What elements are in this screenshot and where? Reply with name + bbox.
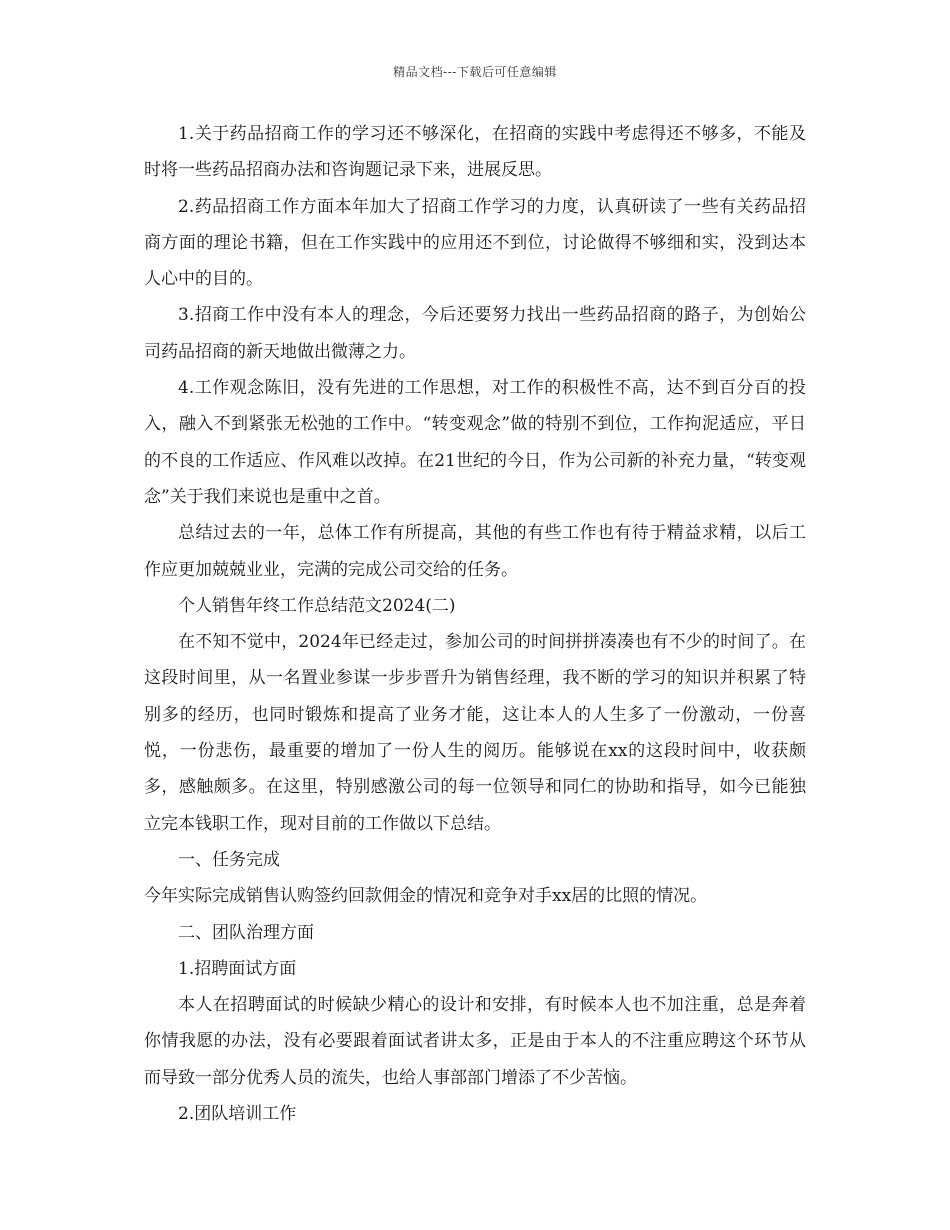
paragraph-intro: 在不知不觉中，2024年已经走过，参加公司的时间拼拼凑凑也有不少的时间了。在这段时间里，从一名置业参谋一步步晋升为销售经理，我不断的学习的知识并积累了特别多的经历，也同时锻炼和提高了业务才能，这让本人的人生多了一份激动，一份喜悦，一份悲伤，最重要的增加了一份人生的阅历。能够说在xx的这段时间中，收获颇多，感触颇多。在这里，特别感激公司的每一位领导和同仁的协助和指导，如今已能独立完本钱职工作，现对目前的工作做以下总结。 bbox=[144, 632, 806, 834]
document-body bbox=[144, 116, 806, 1132]
paragraph-1: 1.关于药品招商工作的学习还不够深化，在招商的实践中考虑得还不够多，不能及时将一些药品招商办法和咨询题记录下来，进展反思。 bbox=[144, 124, 806, 181]
paragraph-summary: 总结过去的一年，总体工作有所提高，其他的有些工作也有待于精益求精，以后工作应更加兢兢业业，完满的完成公司交给的任务。 bbox=[144, 523, 806, 580]
heading-team-management: 二、团队治理方面 bbox=[178, 922, 314, 943]
section-title: 个人销售年终工作总结范文2024(二) bbox=[178, 595, 456, 616]
paragraph-task-detail: 今年实际完成销售认购签约回款佣金的情况和竞争对手xx居的比照的情况。 bbox=[144, 886, 708, 907]
subheading-team-training: 2.团队培训工作 bbox=[178, 1104, 297, 1125]
page-header: 精品文档---下载后可任意编辑 bbox=[393, 65, 557, 79]
paragraph-2: 2.药品招商工作方面本年加大了招商工作学习的力度，认真研读了一些有关药品招商方面的理论书籍，但在工作实践中的应用还不到位，讨论做得不够细和实，没到达本人心中的目的。 bbox=[144, 196, 806, 290]
paragraph-recruitment: 本人在招聘面试的时候缺少精心的设计和安排，有时候本人也不加注重，总是奔着你情我愿的办法，没有必要跟着面试者讲太多，正是由于本人的不注重应聘这个环节从而导致一部分优秀人员的流失，也给人事部部门增添了不少苦恼。 bbox=[144, 995, 806, 1088]
heading-task-completion: 一、任务完成 bbox=[178, 849, 280, 870]
subheading-recruitment: 1.招聘面试方面 bbox=[178, 958, 297, 979]
paragraph-4: 4.工作观念陈旧，没有先进的工作思想，对工作的积极性不高，达不到百分百的投入，融入不到紧张无松弛的工作中。“转变观念”做的特别不到位，工作拘泥适应，平日的不良的工作适应、作风难以改掉。在21世纪的今日，作为公司新的补充力量，“转变观念”关于我们来说也是重中之首。 bbox=[144, 378, 806, 507]
paragraph-3: 3.招商工作中没有本人的理念，今后还要努力找出一些药品招商的路子，为创始公司药品招商的新天地做出微薄之力。 bbox=[144, 305, 806, 362]
